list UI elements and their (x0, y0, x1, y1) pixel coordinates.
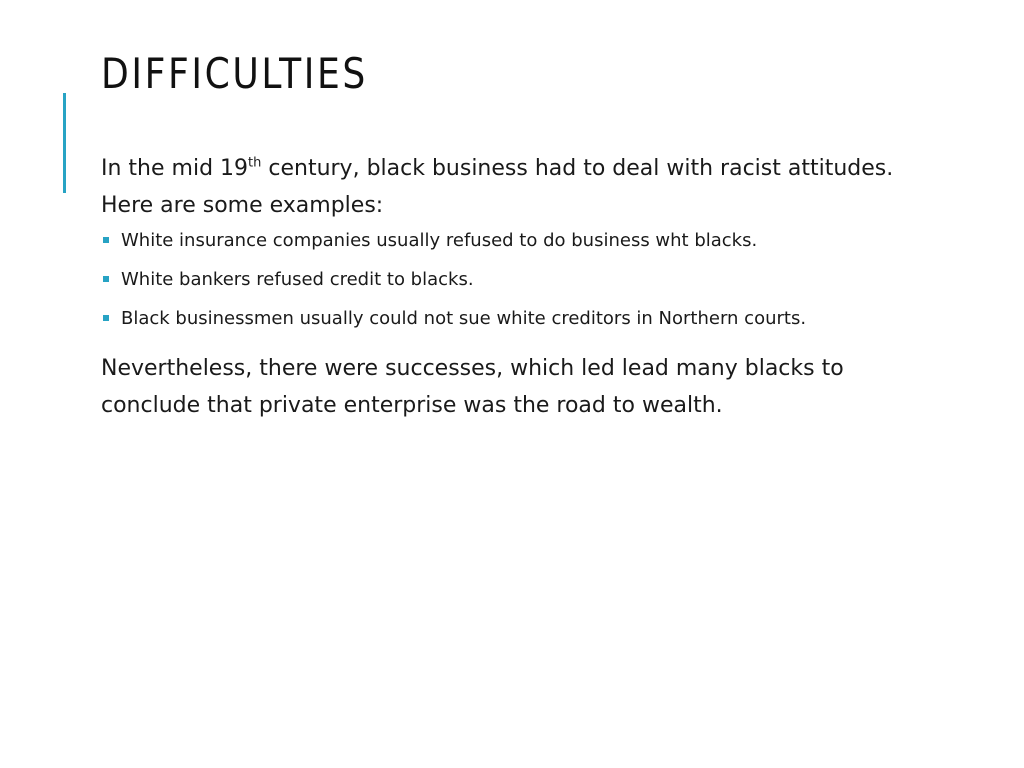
list-item (101, 304, 881, 334)
slide-body (101, 150, 921, 424)
slide-title: DIFFICULTIES (101, 49, 368, 98)
bullet-list (101, 226, 921, 334)
square-bullet-icon (103, 315, 109, 321)
intro-paragraph (101, 150, 921, 224)
bullet-text: White insurance companies usually refused to do business wht blacks. (121, 230, 758, 251)
closing-paragraph: Nevertheless, there were successes, which led lead many blacks to conclude that private enterprise was the road to wealth. (101, 356, 844, 418)
intro-text-start: In the mid 19 (101, 156, 249, 181)
intro-superscript: th (248, 155, 262, 171)
bullet-text: Black businessmen usually could not sue white creditors in Northern courts. (121, 308, 807, 329)
square-bullet-icon (103, 237, 109, 243)
bullet-text: White bankers refused credit to blacks. (121, 269, 474, 290)
list-item (101, 265, 881, 295)
intro-text-end: century, black business had to deal with racist attitudes. Here are some examples: (101, 156, 894, 218)
list-item (101, 226, 881, 256)
accent-bar (63, 93, 66, 193)
square-bullet-icon (103, 276, 109, 282)
